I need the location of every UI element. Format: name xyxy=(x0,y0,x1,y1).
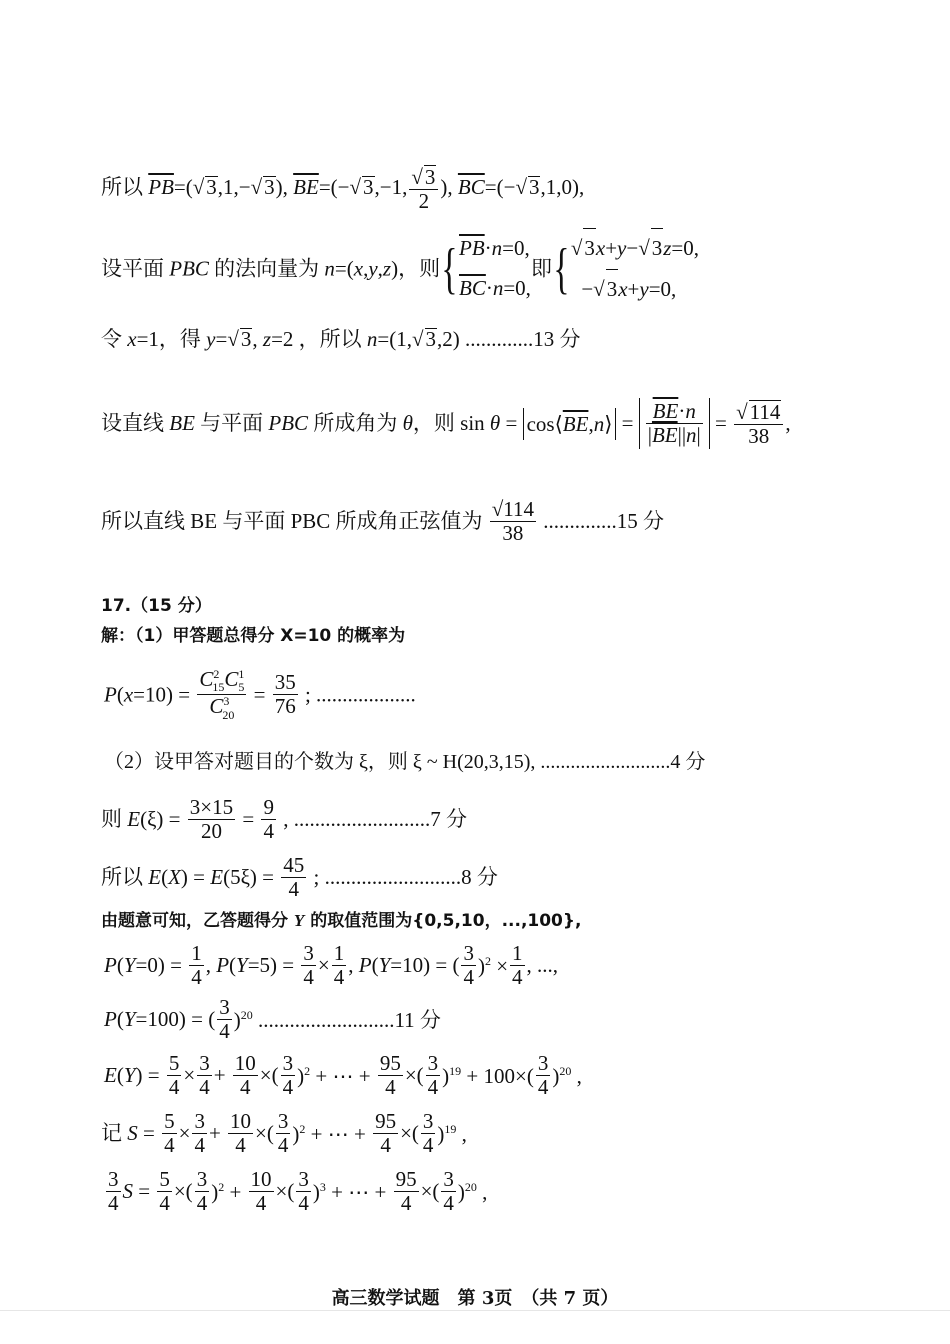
hypergeometric-line: （2）设甲答对题目的个数为 ξ，则 ξ ~ H(20,3,15), ..........................4 分 xyxy=(104,751,706,773)
sine-result-line: 所以直线 BE 与平面 PBC 所成角正弦值为 $\frac{√114}{38}$ ..............15 分 xyxy=(101,497,665,546)
normal-vector-setup: 设平面 PBC 的法向量为 n=(x,y,z)，则{$\overline{PB}\cdot n=0$, $\overline{BC}\cdot n=0$,即{√3x+y−√3z=0, −√3x+y=0, xyxy=(101,228,699,310)
expectation-y-line: E(Y) = $\frac{5}{4}$ × $\frac{3}{4}$ + $\frac{10}{4}$ ×( $\frac{3}{4}$ )$^2$ + ⋯ + $\frac{95}{4}$ ×( $\frac{3}{4}$ )$^{19}$ + 100×( $\frac{3}{4}$ )$^{20}$ , xyxy=(104,1051,582,1100)
sine-angle-line: 设直线 BE 与平面 PBC 所成角为 θ，则 $\sin \theta = \cos⟨\overline{BE},n⟩$ = $\frac{\overline{BE}\cdot n}{|\overline{BE}||n|}$ = $\frac{√114}{38}$ , xyxy=(101,399,791,448)
problem-17-header: 17.（15 分） xyxy=(101,596,212,616)
scaled-sum-line: $\frac{3}{4}$ S = $\frac{5}{4}$ ×( $\frac{3}{4}$ )$^2$ + $\frac{10}{4}$ ×( $\frac{3}{4}$ )$^3$ + ⋯ + $\frac{95}{4}$ ×( $\frac{3}{4}$ )$^{20}$ , xyxy=(108,1167,488,1216)
footer-divider xyxy=(0,1310,950,1311)
y-distribution-line: P(Y=0) = $\frac{1}{4}$ , P(Y=5) = $\frac{3}{4}$ × $\frac{1}{4}$ , P(Y=10) = ( $\frac{3}{4}$ )$^2$ × $\frac{1}{4}$ , ..., xyxy=(104,941,559,990)
normal-vector-result: 令 x=1，得 y=√3, z=2 ，所以 n=(1,√3,2) .............13 分 xyxy=(101,327,581,351)
probability-x10-line: P(x=10) = $\frac{C^2_{15}C^1_5}{C^3_{20}}$ = $\frac{35}{76}$ ; ................... xyxy=(104,667,416,722)
y100-probability-line: P(Y=100) = ( $\frac{3}{4}$ )$^{20}$ ..........................11 分 xyxy=(104,995,441,1044)
solution-part1-intro: 解：（1）甲答题总得分 X=10 的概率为 xyxy=(101,626,406,646)
vector-coordinates-line: 所以 $\overline{PB}=(√3,1,-√3)$, $\overline{BE}=(-√3,-1$, $\frac{√3}{2}$ ), $\overline{BC}=(-√3,1,0)$, xyxy=(101,165,585,214)
sum-s-definition-line: 记 S = $\frac{5}{4}$ × $\frac{3}{4}$ + $\frac{10}{4}$ ×( $\frac{3}{4}$ )$^2$ + ⋯ + $\frac{95}{4}$ ×( $\frac{3}{4}$ )$^{19}$ , xyxy=(101,1109,467,1158)
y-range-line: 由题意可知，乙答题得分 Y 的取值范围为{0,5,10，...,100}, xyxy=(101,911,582,931)
page-footer: 高三数学试题 第 3页 （共 7 页） xyxy=(331,1288,619,1309)
expectation-xi-line: 则 E(ξ) = $\frac{3\times 15}{20}$ = $\frac{9}{4}$ , ..........................7 分 xyxy=(101,795,467,844)
expectation-x-line: 所以 E(X) = E(5ξ) = $\frac{45}{4}$ ; ..........................8 分 xyxy=(101,853,498,902)
